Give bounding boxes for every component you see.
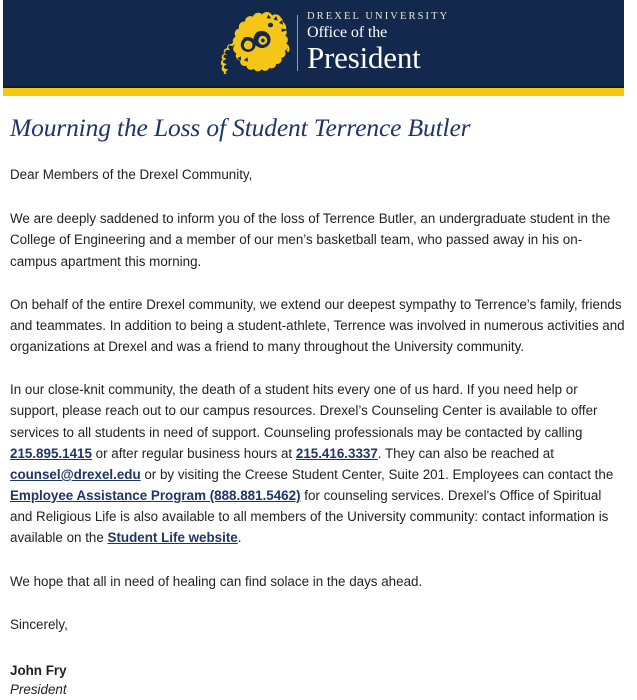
masthead-gold-rule bbox=[3, 88, 624, 96]
letter-paragraph-4: We hope that all in need of healing can find solace in the days ahead. bbox=[10, 573, 423, 589]
paragraph-3-text-1: In our close-knit community, the death of a student hits every one of us hard. If you need help or support, please reach out to our campus resources. Drexel’s Counseling Center is available to offer services to all students in need of support. Counseling professionals may be contacted by calling bbox=[10, 382, 598, 440]
drexel-dragon-icon bbox=[210, 12, 294, 74]
wordmark bbox=[307, 12, 449, 74]
counseling-center-phone-link[interactable]: 215.895.1415 bbox=[10, 445, 92, 461]
signature-name: John Fry bbox=[10, 662, 67, 678]
paragraph-3-text-2: or after regular business hours at bbox=[91, 445, 296, 461]
student-life-website-link[interactable]: Student Life website bbox=[107, 530, 238, 546]
paragraph-3-text-6: . bbox=[237, 530, 242, 546]
paragraph-3-text-4: or by visiting the Creese Student Center, Suite 201. Employees can contact the bbox=[140, 466, 614, 482]
masthead-banner bbox=[3, 0, 624, 86]
signature-block bbox=[10, 661, 625, 700]
employee-assistance-program-link[interactable]: Employee Assistance Program (888.881.5462) bbox=[10, 488, 301, 504]
letter-paragraph-1: We are deeply saddened to inform you of the loss of Terrence Butler, an undergraduate student in the College of Engineering and a member of our men’s basketball team, who passed away in his on-campus apartment this morning. bbox=[10, 211, 611, 269]
letter-salutation: Dear Members of the Drexel Community, bbox=[10, 167, 253, 183]
letter-paragraph-2: On behalf of the entire Drexel community, we extend our deepest sympathy to Terrence’s family, friends and teammates. In addition to being a student-athlete, Terrence was involved in numerous activities and organizations at Drexel and was a friend to many throughout the University community. bbox=[10, 296, 625, 355]
signature-title: President bbox=[10, 682, 67, 698]
paragraph-3-text-5: for counseling services. Drexel's Office of Spiritual and Religious Life is also available to all members of the University community: contact information is available on the bbox=[10, 488, 609, 546]
after-hours-phone-link[interactable]: 215.416.3337 bbox=[295, 445, 378, 461]
brand-lockup[interactable] bbox=[210, 8, 449, 78]
wordmark-office-line: Office of the bbox=[307, 24, 388, 42]
letter-paragraph-3 bbox=[10, 379, 625, 548]
paragraph-3-text-3: . They can also be reached at bbox=[377, 445, 554, 461]
wordmark-president-line: President bbox=[307, 40, 421, 76]
wordmark-university: DREXEL UNIVERSITY bbox=[307, 10, 450, 22]
letter-body bbox=[0, 96, 637, 700]
letter-closing: Sincerely, bbox=[10, 616, 68, 632]
page-title: Mourning the Loss of Student Terrence Butler bbox=[10, 113, 471, 142]
counseling-email-link[interactable]: counsel@drexel.edu bbox=[10, 466, 141, 482]
lockup-divider bbox=[297, 15, 298, 71]
